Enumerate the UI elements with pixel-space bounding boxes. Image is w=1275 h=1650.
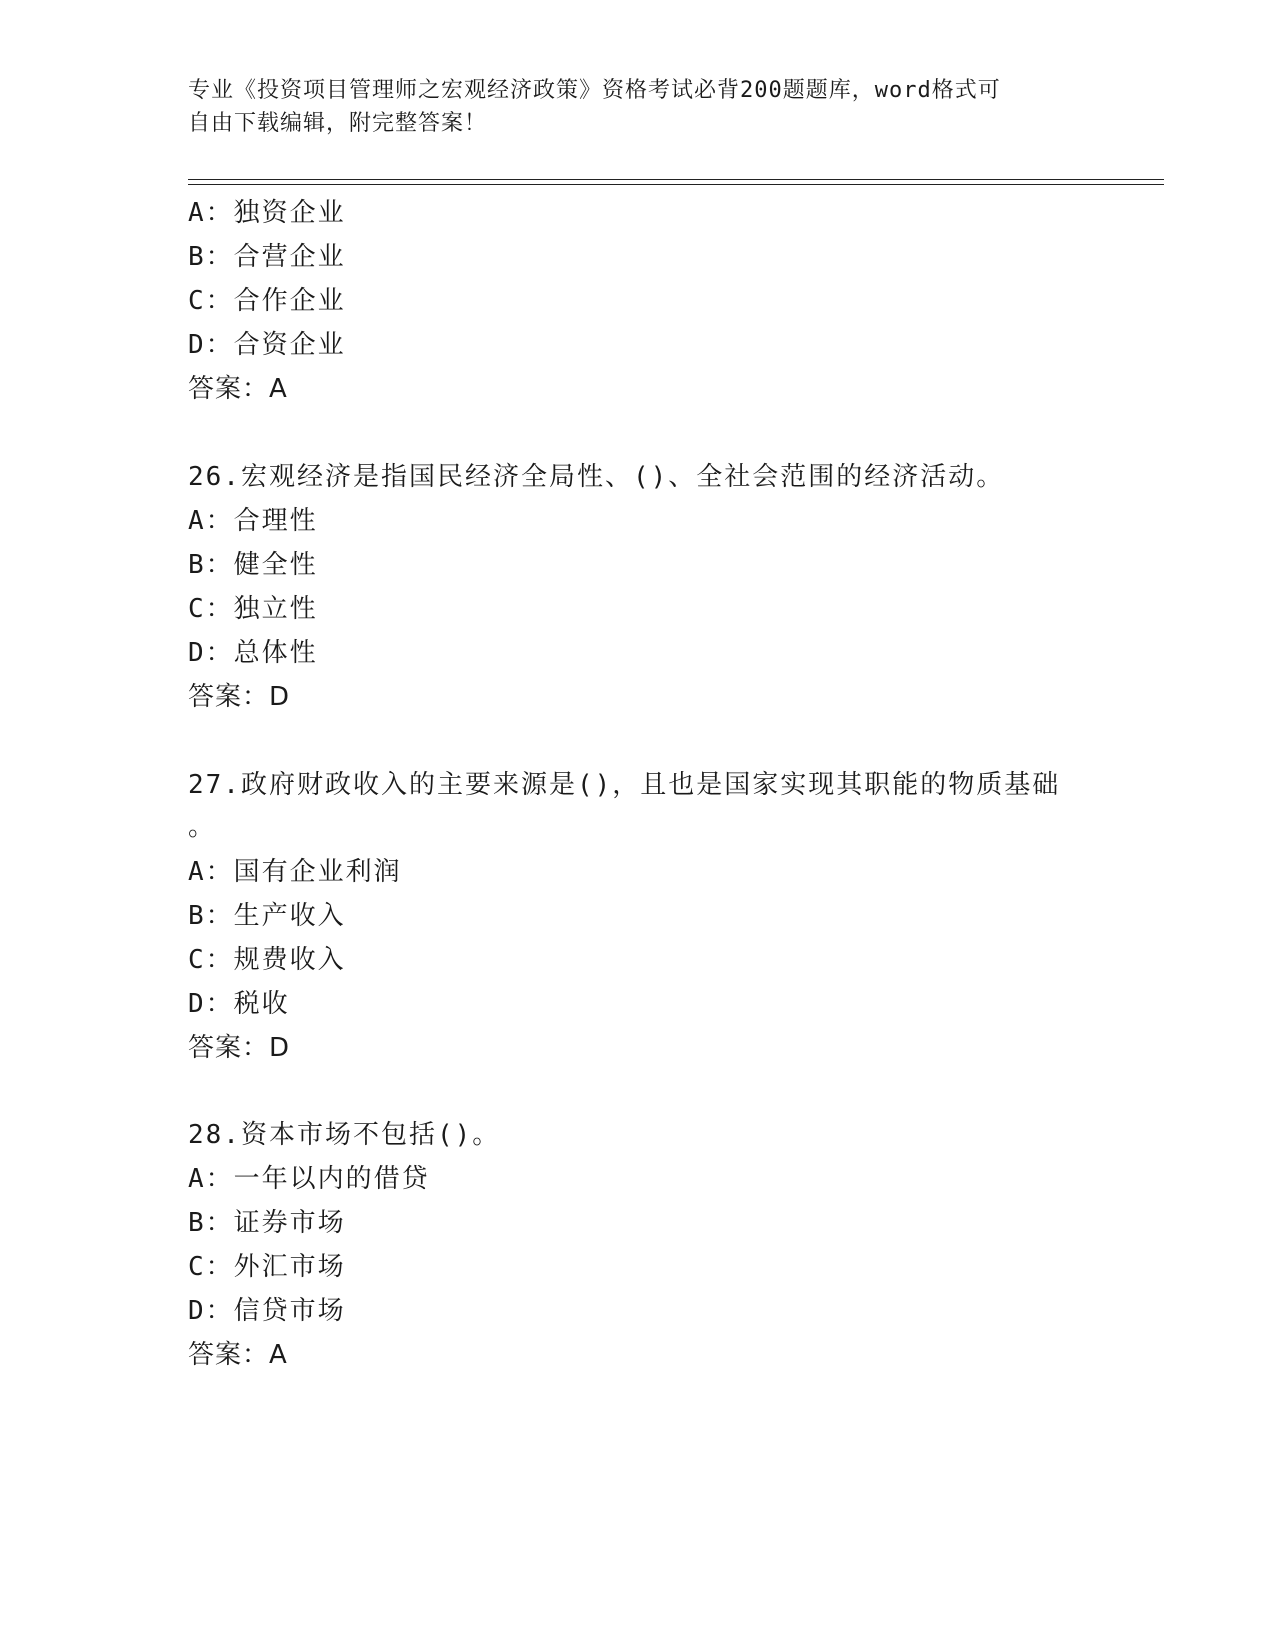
q28-option-b: B：证券市场 [188, 1208, 346, 1238]
header-divider-top [188, 179, 1164, 180]
q27-option-c: C：规费收入 [188, 945, 346, 975]
header-divider-bottom [188, 184, 1164, 185]
q27-stem: 27.政府财政收入的主要来源是()，且也是国家实现其职能的物质基础 [188, 770, 1061, 800]
q27-option-d: D：税收 [188, 989, 290, 1019]
q25-option-c: C：合作企业 [188, 286, 346, 316]
q27-option-a: A：国有企业利润 [188, 857, 402, 887]
q28-option-c: C：外汇市场 [188, 1252, 346, 1282]
q25-option-a: A：独资企业 [188, 198, 346, 228]
q27-option-b: B：生产收入 [188, 901, 346, 931]
q25-option-d: D：合资企业 [188, 330, 346, 360]
q28-stem: 28.资本市场不包括()。 [188, 1120, 501, 1150]
document-header [188, 74, 1088, 140]
q26-option-a: A：合理性 [188, 506, 318, 536]
q28-answer: 答案：A [188, 1340, 288, 1370]
q25-option-b: B：合营企业 [188, 242, 346, 272]
q26-answer: 答案：D [188, 682, 291, 712]
q28-option-d: D：信贷市场 [188, 1296, 346, 1326]
q26-option-b: B：健全性 [188, 550, 318, 580]
q27-answer: 答案：D [188, 1033, 291, 1063]
q25-answer: 答案：A [188, 374, 288, 404]
q27-stem-continuation: 。 [188, 812, 217, 842]
header-line-1: 专业《投资项目管理师之宏观经济政策》资格考试必背200题题库，word格式可 [188, 78, 1001, 103]
q26-stem: 26.宏观经济是指国民经济全局性、()、全社会范围的经济活动。 [188, 462, 1005, 492]
header-line-2: 自由下载编辑，附完整答案！ [188, 111, 488, 136]
q26-option-c: C：独立性 [188, 594, 318, 624]
q28-option-a: A：一年以内的借贷 [188, 1164, 430, 1194]
q26-option-d: D：总体性 [188, 638, 318, 668]
